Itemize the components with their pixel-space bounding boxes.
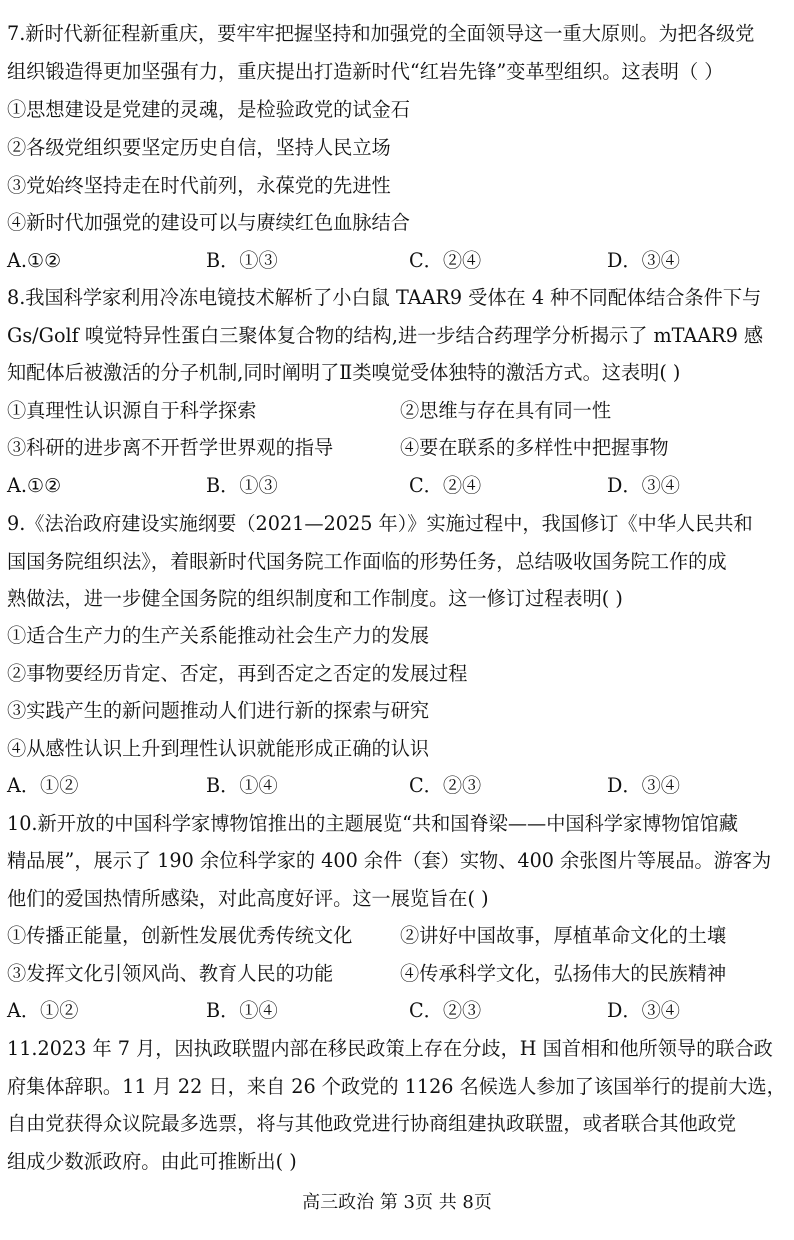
q9-statement-2: ②事物要经历肯定、否定，再到否定之否定的发展过程 — [7, 662, 468, 685]
q8-statements-row-1 — [7, 392, 789, 429]
q8-choice-a[interactable]: A.①② — [7, 474, 62, 497]
q10-choice-a[interactable]: A．①② — [7, 999, 79, 1022]
q8-statement-4: ④要在联系的多样性中把握事物 — [400, 436, 669, 459]
q7-line-1: 7.新时代新征程新重庆，要牢牢把握坚持和加强党的全面领导这一重大原则。为把各级党 — [7, 22, 755, 45]
q7-statement-1: ①思想建设是党建的灵魂，是检验政党的试金石 — [7, 98, 410, 121]
q9-choice-c[interactable]: C．②③ — [409, 774, 482, 797]
q10-statements-row-2 — [7, 955, 789, 992]
q7-choice-b[interactable]: B．①③ — [206, 249, 278, 272]
q7-choices — [7, 242, 789, 279]
q7-choice-a[interactable]: A.①② — [7, 249, 62, 272]
q10-choice-d[interactable]: D．③④ — [607, 999, 680, 1022]
q9-line-1: 9.《法治政府建设实施纲要（2021—2025 年）》实施过程中，我国修订《中华人民共和 — [7, 512, 753, 535]
q8-choice-c[interactable]: C．②④ — [409, 474, 482, 497]
q7-line-2: 组织锻造得更加坚强有力，重庆提出打造新时代“红岩先锋”变革型组织。这表明（ ） — [7, 60, 724, 83]
q10-choice-c[interactable]: C．②③ — [409, 999, 482, 1022]
q8-statement-3: ③科研的进步离不开哲学世界观的指导 — [7, 436, 334, 459]
q10-line-1: 10.新开放的中国科学家博物馆推出的主题展览“共和国脊梁——中国科学家博物馆馆藏 — [7, 812, 739, 835]
q11-line-2: 府集体辞职。11 月 22 日，来自 26 个政党的 1126 名候选人参加了该国举行的提前大选， — [7, 1075, 786, 1098]
q10-choices — [7, 992, 789, 1029]
q11-line-1: 11.2023 年 7 月，因执政联盟内部在移民政策上存在分歧，H 国首相和他所领导的联合政 — [7, 1037, 773, 1060]
q7-choice-d[interactable]: D．③④ — [607, 249, 680, 272]
q9-choice-b[interactable]: B．①④ — [206, 774, 278, 797]
q8-choice-d[interactable]: D．③④ — [607, 474, 680, 497]
q9-statement-1: ①适合生产力的生产关系能推动社会生产力的发展 — [7, 624, 430, 647]
q9-statement-3: ③实践产生的新问题推动人们进行新的探索与研究 — [7, 699, 430, 722]
q10-statement-1: ①传播正能量，创新性发展优秀传统文化 — [7, 924, 353, 947]
q9-choice-d[interactable]: D．③④ — [607, 774, 680, 797]
q7-statement-4: ④新时代加强党的建设可以与赓续红色血脉结合 — [7, 211, 410, 234]
q9-choice-a[interactable]: A．①② — [7, 774, 79, 797]
q9-line-2: 国国务院组织法》，着眼新时代国务院工作面临的形势任务，总结吸收国务院工作的成 — [7, 550, 727, 573]
q7-choice-c[interactable]: C．②④ — [409, 249, 482, 272]
page-footer: 高三政治 第 3页 共 8页 — [302, 1192, 492, 1213]
q10-line-3: 他们的爱国热情所感染，对此高度好评。这一展览旨在( ) — [7, 887, 489, 910]
q7-statement-3: ③党始终坚持走在时代前列，永葆党的先进性 — [7, 174, 391, 197]
q11-line-4: 组成少数派政府。由此可推断出( ) — [7, 1150, 297, 1173]
q10-statement-4: ④传承科学文化，弘扬伟大的民族精神 — [400, 962, 727, 985]
q9-statement-4: ④从感性认识上升到理性认识就能形成正确的认识 — [7, 737, 430, 760]
q8-choice-b[interactable]: B．①③ — [206, 474, 278, 497]
q8-line-3: 知配体后被激活的分子机制,同时阐明了Ⅱ类嗅觉受体独特的激活方式。这表明( ) — [7, 361, 681, 384]
q10-statements-row-1 — [7, 917, 789, 954]
q10-statement-3: ③发挥文化引领风尚、教育人民的功能 — [7, 962, 334, 985]
q8-line-2: Gs/Golf 嗅觉特异性蛋白三聚体复合物的结构,进一步结合药理学分析揭示了 mTAAR9 感 — [7, 324, 764, 347]
q10-statement-2: ②讲好中国故事，厚植革命文化的土壤 — [400, 924, 727, 947]
q8-line-1: 8.我国科学家利用冷冻电镜技术解析了小白鼠 TAAR9 受体在 4 种不同配体结合条件下与 — [7, 286, 762, 309]
q10-choice-b[interactable]: B．①④ — [206, 999, 278, 1022]
q8-statement-1: ①真理性认识源自于科学探索 — [7, 399, 257, 422]
q8-statement-2: ②思维与存在具有同一性 — [400, 399, 612, 422]
q9-choices — [7, 767, 789, 804]
q10-line-2: 精品展”，展示了 190 余位科学家的 400 余件（套）实物、400 余张图片等展品。游客为 — [7, 849, 772, 872]
q8-statements-row-2 — [7, 429, 789, 466]
q7-statement-2: ②各级党组织要坚定历史自信，坚持人民立场 — [7, 136, 391, 159]
q9-line-3: 熟做法，进一步健全国务院的组织制度和工作制度。这一修订过程表明( ) — [7, 587, 623, 610]
q11-line-3: 自由党获得众议院最多选票，将与其他政党进行协商组建执政联盟，或者联合其他政党 — [7, 1112, 737, 1135]
q8-choices — [7, 467, 789, 504]
